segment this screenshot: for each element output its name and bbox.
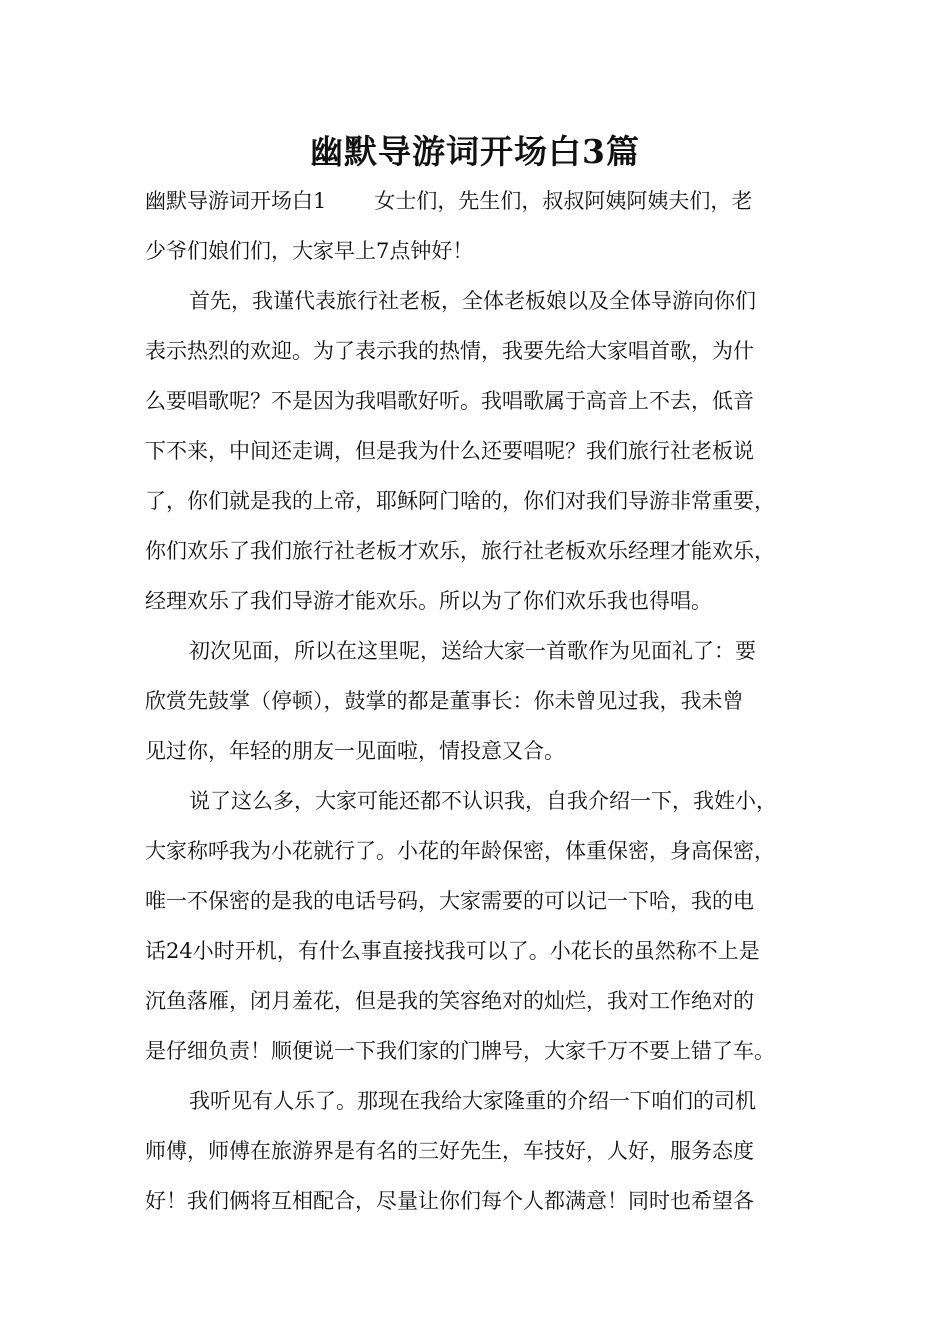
text-line <box>145 176 810 226</box>
text-line: 少爷们娘们们，大家早上7点钟好！ <box>145 239 474 263</box>
text-line: 师傅，师傅在旅游界是有名的三好先生，车技好，人好，服务态度 <box>145 1139 754 1163</box>
text-line: 沉鱼落雁，闭月羞花，但是我的笑容绝对的灿烂，我对工作绝对的 <box>145 989 754 1013</box>
text-line <box>145 1076 810 1126</box>
text-line: 欣赏先鼓掌（停顿），鼓掌的都是董事长：你未曾见过我，我未曾 <box>145 689 744 713</box>
text-line: 唯一不保密的是我的电话号码，大家需要的可以记一下哈，我的电 <box>145 889 754 913</box>
text-line: 表示热烈的欢迎。为了表示我的热情，我要先给大家唱首歌，为什 <box>145 339 754 363</box>
document-body <box>145 176 810 1226</box>
text-line: 你们欢乐了我们旅行社老板才欢乐，旅行社老板欢乐经理才能欢乐， <box>145 539 775 563</box>
document-title: 幽默导游词开场白3篇 <box>310 132 640 171</box>
line-text: 初次见面，所以在这里呢，送给大家一首歌作为见面礼了：要 <box>189 639 756 663</box>
text-line: 话24小时开机，有什么事直接找我可以了。小花长的虽然称不上是 <box>145 939 760 963</box>
line-text: 女士们，先生们，叔叔阿姨阿姨夫们，老 <box>374 189 753 213</box>
text-line <box>145 276 810 326</box>
text-line: 经理欢乐了我们导游才能欢乐。所以为了你们欢乐我也得唱。 <box>145 589 712 613</box>
text-line: 了，你们就是我的上帝，耶稣阿门啥的，你们对我们导游非常重要， <box>145 489 775 513</box>
text-line <box>145 776 810 826</box>
section-heading: 幽默导游词开场白1 <box>145 189 327 213</box>
text-line: 么要唱歌呢？不是因为我唱歌好听。我唱歌属于高音上不去，低音 <box>145 389 754 413</box>
text-line: 是仔细负责！顺便说一下我们家的门牌号，大家千万不要上错了车。 <box>145 1039 775 1063</box>
text-line: 大家称呼我为小花就行了。小花的年龄保密，体重保密，身高保密， <box>145 839 775 863</box>
line-text: 首先，我谨代表旅行社老板，全体老板娘以及全体导游向你们 <box>189 289 756 313</box>
text-line: 好！我们俩将互相配合，尽量让你们每个人都满意！同时也希望各 <box>145 1189 754 1213</box>
line-text: 我听见有人乐了。那现在我给大家隆重的介绍一下咱们的司机 <box>189 1089 756 1113</box>
line-text: 说了这么多，大家可能还都不认识我，自我介绍一下，我姓小， <box>189 789 777 813</box>
text-line: 下不来，中间还走调，但是我为什么还要唱呢？我们旅行社老板说 <box>145 439 754 463</box>
text-line <box>145 626 810 676</box>
text-line: 见过你，年轻的朋友一见面啦，情投意又合。 <box>145 739 565 763</box>
